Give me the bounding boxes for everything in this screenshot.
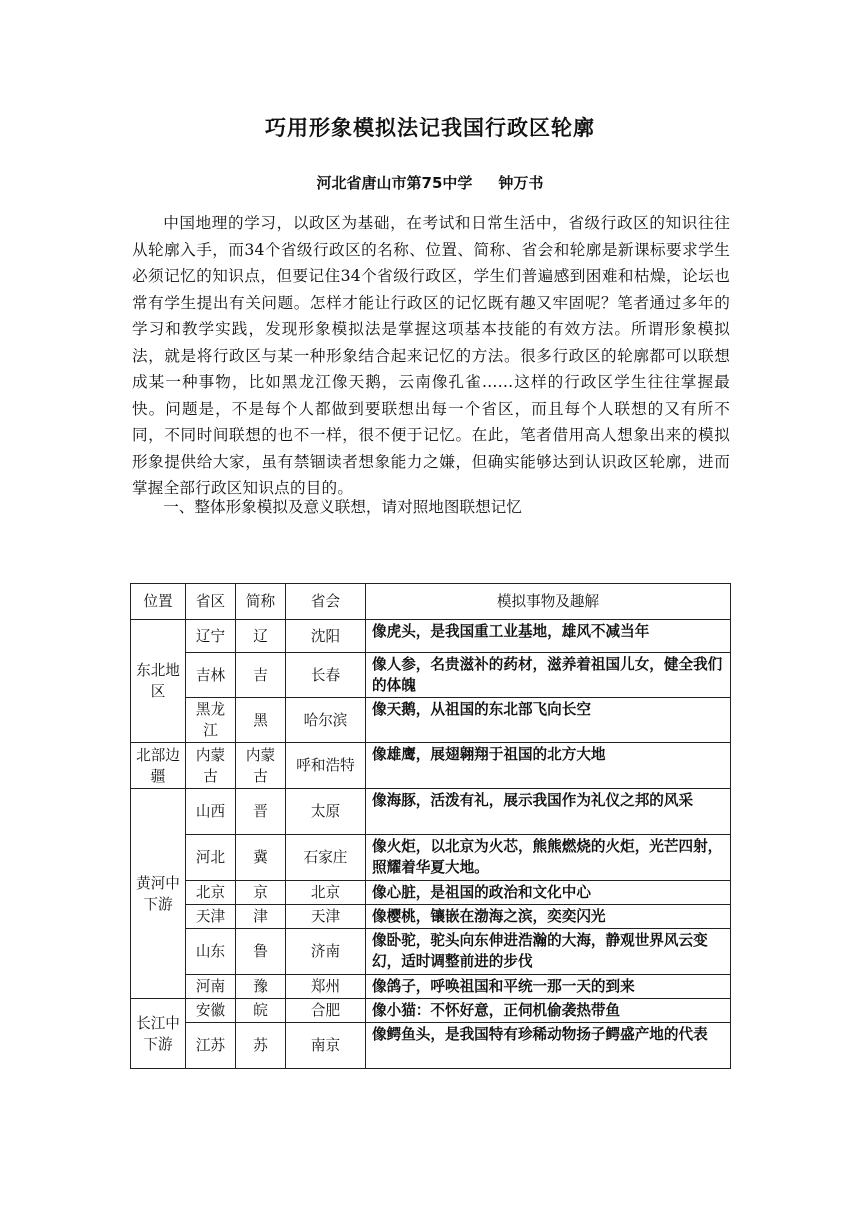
province-cell: 安徽 xyxy=(186,999,236,1023)
region-cell: 东北地区 xyxy=(131,620,186,743)
header-capital: 省会 xyxy=(286,584,366,620)
capital-cell: 天津 xyxy=(286,905,366,929)
capital-cell: 长春 xyxy=(286,653,366,698)
table-row xyxy=(131,975,731,999)
abbreviation-cell: 苏 xyxy=(236,1023,286,1069)
capital-cell: 沈阳 xyxy=(286,620,366,653)
table-row xyxy=(131,881,731,905)
province-cell: 吉林 xyxy=(186,653,236,698)
description-cell: 像鳄鱼头，是我国特有珍稀动物扬子鳄盛产地的代表 xyxy=(366,1023,731,1069)
region-cell: 黄河中下游 xyxy=(131,789,186,999)
province-cell: 北京 xyxy=(186,881,236,905)
table-row xyxy=(131,620,731,653)
description-cell: 像火炬，以北京为火芯，熊熊燃烧的火炬，光芒四射，照耀着华夏大地。 xyxy=(366,835,731,881)
header-abbreviation: 简称 xyxy=(236,584,286,620)
capital-cell: 合肥 xyxy=(286,999,366,1023)
table-body xyxy=(131,620,731,1069)
author-line xyxy=(0,172,860,193)
author-name: 钟万书 xyxy=(498,174,544,192)
section-heading: 一、整体形象模拟及意义联想，请对照地图联想记忆 xyxy=(163,498,522,516)
province-cell: 内蒙古 xyxy=(186,743,236,789)
table-row xyxy=(131,789,731,835)
abbreviation-cell: 豫 xyxy=(236,975,286,999)
capital-cell: 石家庄 xyxy=(286,835,366,881)
province-cell: 辽宁 xyxy=(186,620,236,653)
intro-paragraph: 中国地理的学习，以政区为基础，在考试和日常生活中，省级行政区的知识往往从轮廓入手，而34个省级行政区的名称、位置、简称、省会和轮廓是新课标要求学生必须记忆的知识点，但要记住34个省级行政区，学生们普遍感到困难和枯燥，论坛也常有学生提出有关问题。怎样才能让行政区的记忆既有趣又牢固呢？笔者通过多年的学习和教学实践，发现形象模拟法是掌握这项基本技能的有效方法。所谓形象模拟法，就是将行政区与某一种形象结合起来记忆的方法。很多行政区的轮廓都可以联想成某一种事物，比如黑龙江像天鹅，云南像孔雀……这样的行政区学生往往掌握最快。问题是，不是每个人都做到要联想出每一个省区，而且每个人联想的又有所不同，不同时间联想的也不一样，很不便于记忆。在此，笔者借用高人想象出来的模拟形象提供给大家，虽有禁锢读者想象能力之嫌，但确实能够达到认识政区轮廓，进而掌握全部行政区知识点的目的。 xyxy=(132,214,730,497)
description-cell: 像虎头，是我国重工业基地，雄风不减当年 xyxy=(366,620,731,653)
capital-cell: 哈尔滨 xyxy=(286,698,366,743)
province-cell: 天津 xyxy=(186,905,236,929)
table-header-row xyxy=(131,584,731,620)
abbreviation-cell: 京 xyxy=(236,881,286,905)
province-cell: 黑龙江 xyxy=(186,698,236,743)
province-cell: 山东 xyxy=(186,929,236,975)
table-row xyxy=(131,653,731,698)
description-cell: 像卧驼，驼头向东伸进浩瀚的大海，静观世界风云变幻，适时调整前进的步伐 xyxy=(366,929,731,975)
abbreviation-cell: 鲁 xyxy=(236,929,286,975)
table-row xyxy=(131,698,731,743)
table-row xyxy=(131,929,731,975)
description-cell: 像人参，名贵滋补的药材，滋养着祖国儿女，健全我们的体魄 xyxy=(366,653,731,698)
abbreviation-cell: 黑 xyxy=(236,698,286,743)
header-province: 省区 xyxy=(186,584,236,620)
capital-cell: 太原 xyxy=(286,789,366,835)
capital-cell: 南京 xyxy=(286,1023,366,1069)
description-cell: 像鸽子，呼唤祖国和平统一那一天的到来 xyxy=(366,975,731,999)
province-cell: 江苏 xyxy=(186,1023,236,1069)
description-cell: 像樱桃，镶嵌在渤海之滨，奕奕闪光 xyxy=(366,905,731,929)
table-row xyxy=(131,999,731,1023)
description-cell: 像心脏，是祖国的政治和文化中心 xyxy=(366,881,731,905)
capital-cell: 呼和浩特 xyxy=(286,743,366,789)
description-cell: 像天鹅，从祖国的东北部飞向长空 xyxy=(366,698,731,743)
abbreviation-cell: 皖 xyxy=(236,999,286,1023)
abbreviation-cell: 内蒙古 xyxy=(236,743,286,789)
author-school: 河北省唐山市第75中学 xyxy=(316,174,473,192)
abbreviation-cell: 辽 xyxy=(236,620,286,653)
page-title: 巧用形象模拟法记我国行政区轮廓 xyxy=(265,116,595,140)
capital-cell: 郑州 xyxy=(286,975,366,999)
description-cell: 像雄鹰，展翅翱翔于祖国的北方大地 xyxy=(366,743,731,789)
abbreviation-cell: 晋 xyxy=(236,789,286,835)
province-cell: 河北 xyxy=(186,835,236,881)
abbreviation-cell: 冀 xyxy=(236,835,286,881)
header-description: 模拟事物及趣解 xyxy=(366,584,731,620)
region-cell: 北部边疆 xyxy=(131,743,186,789)
header-position: 位置 xyxy=(131,584,186,620)
abbreviation-cell: 津 xyxy=(236,905,286,929)
province-cell: 山西 xyxy=(186,789,236,835)
description-cell: 像海豚，活泼有礼，展示我国作为礼仪之邦的风采 xyxy=(366,789,731,835)
province-cell: 河南 xyxy=(186,975,236,999)
province-table xyxy=(130,583,731,1069)
table-row xyxy=(131,835,731,881)
table-row xyxy=(131,905,731,929)
capital-cell: 北京 xyxy=(286,881,366,905)
abbreviation-cell: 吉 xyxy=(236,653,286,698)
description-cell: 像小猫：不怀好意，正伺机偷袭热带鱼 xyxy=(366,999,731,1023)
table-row xyxy=(131,1023,731,1069)
capital-cell: 济南 xyxy=(286,929,366,975)
region-cell: 长江中下游 xyxy=(131,999,186,1069)
table-row xyxy=(131,743,731,789)
